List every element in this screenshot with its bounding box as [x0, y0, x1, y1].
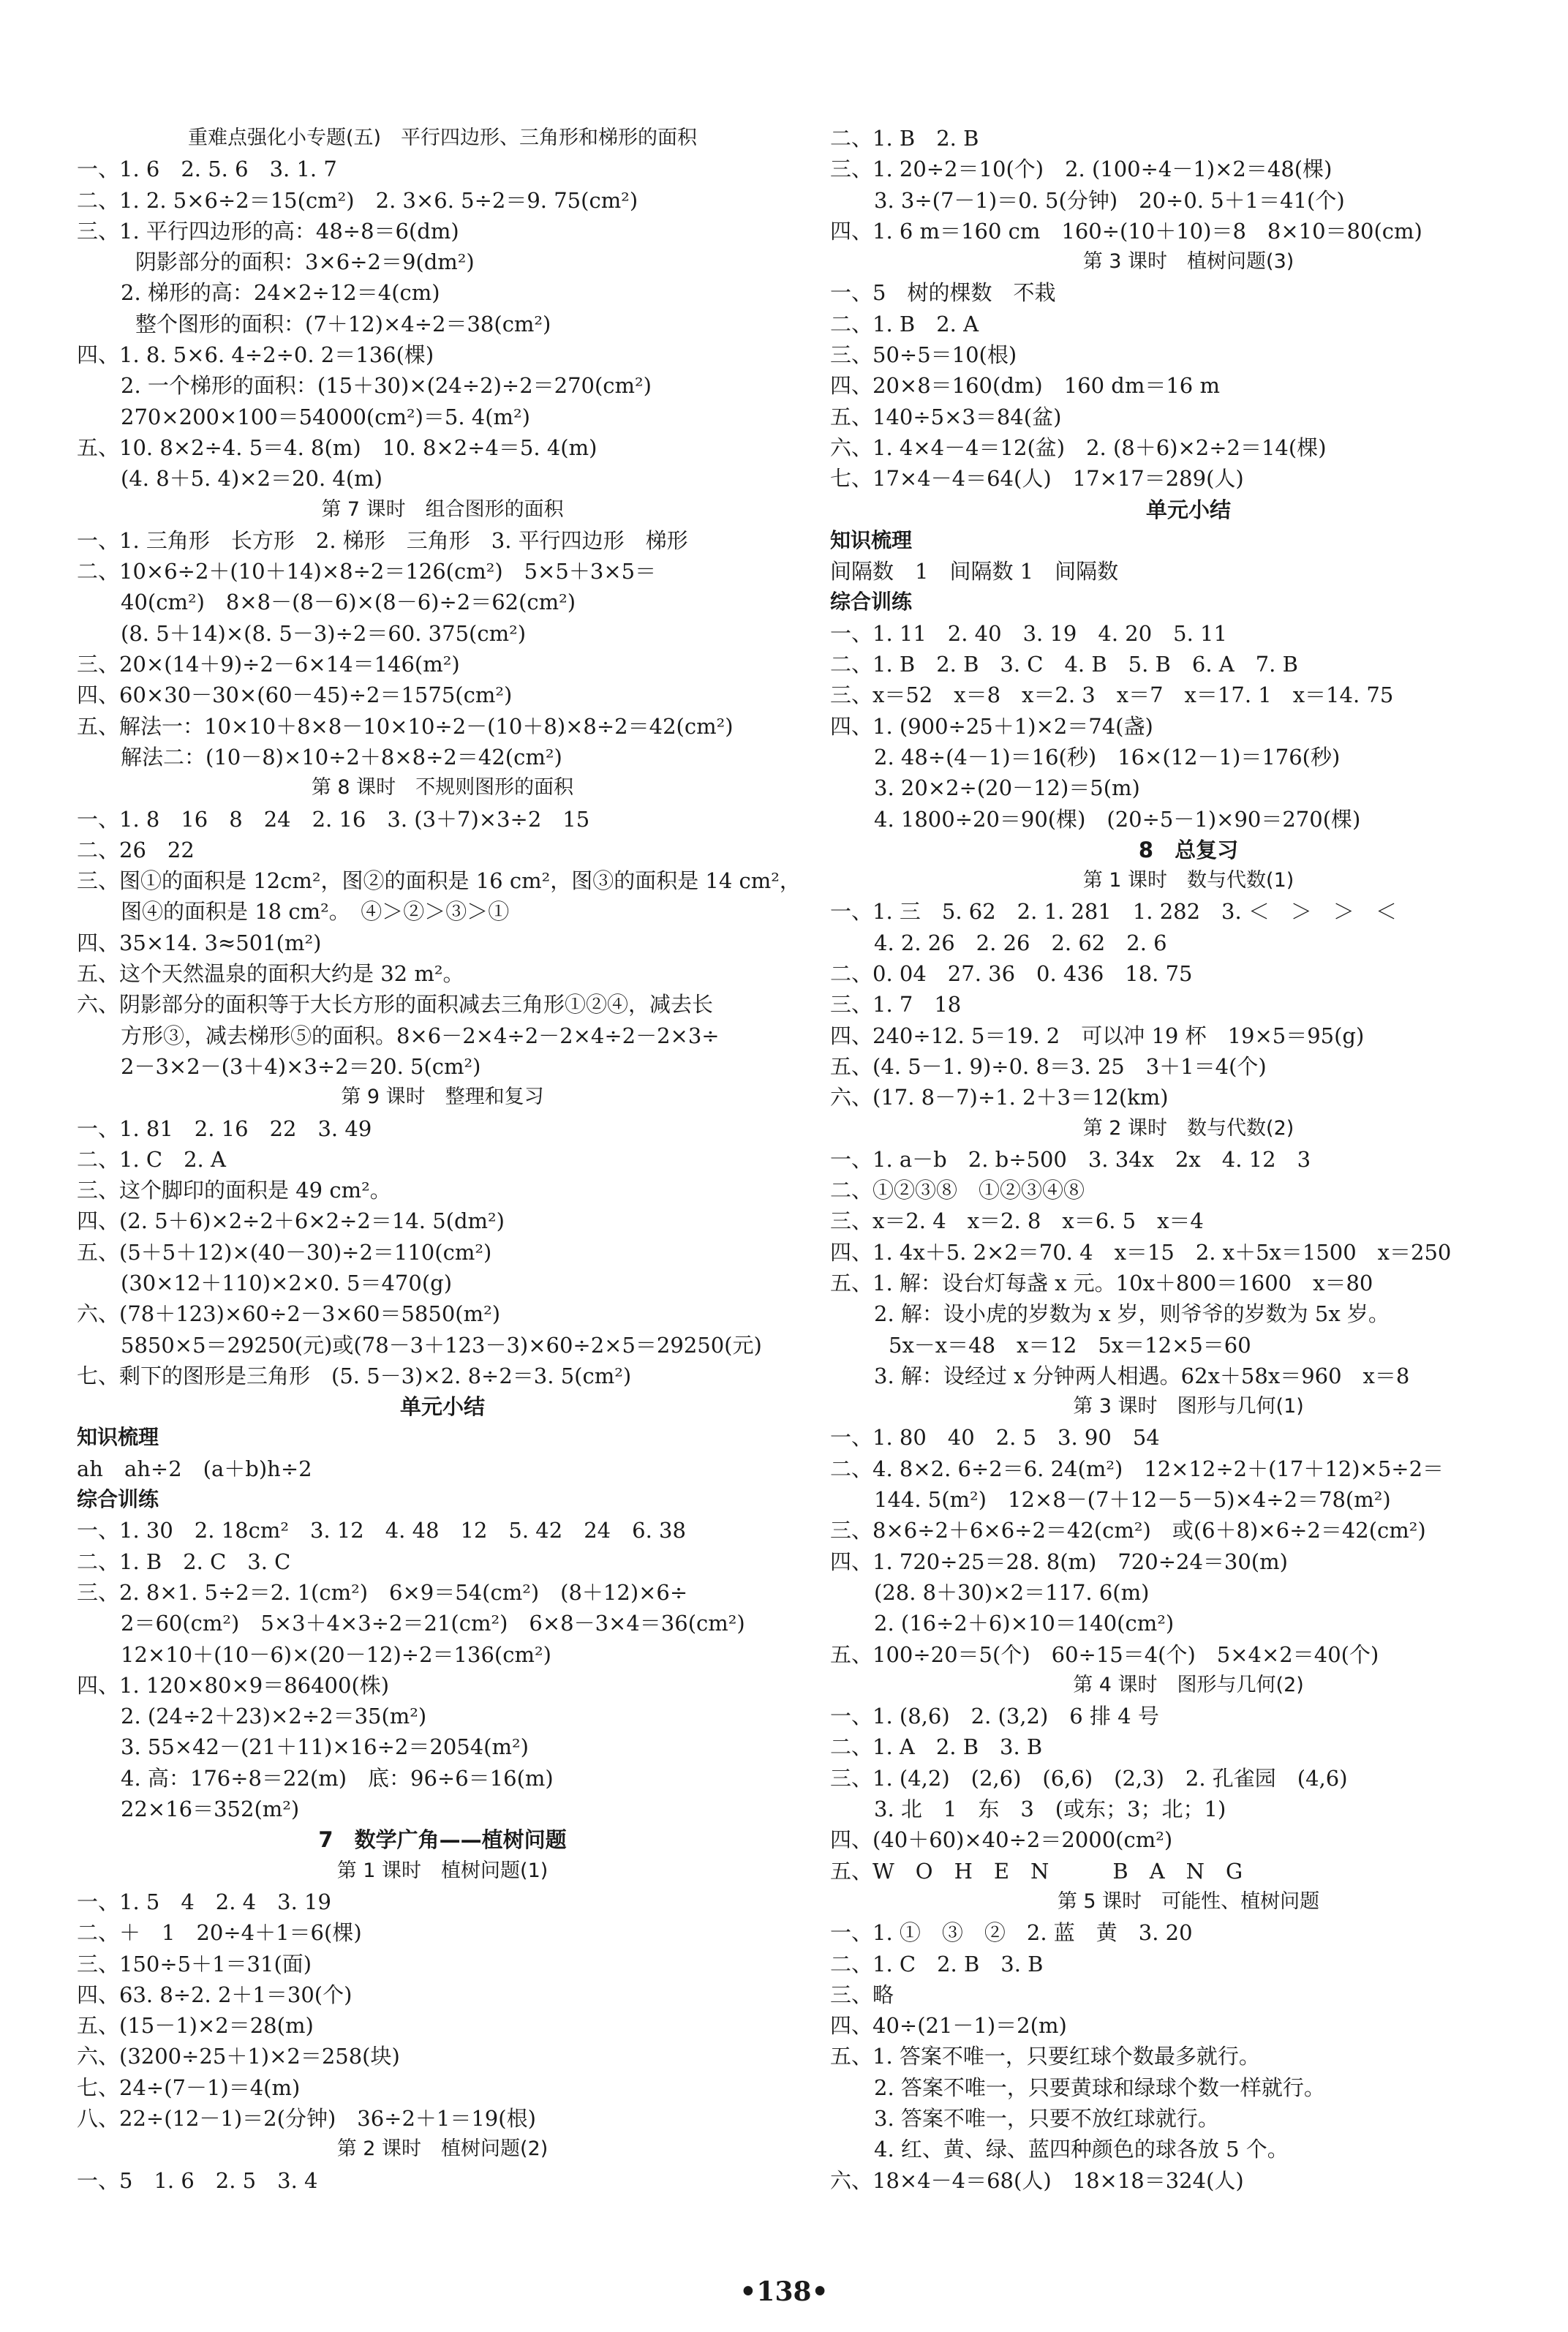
answer-line: 五、(15－1)×2＝28(m) — [77, 2013, 314, 2039]
answer-line: 2. 48÷(4－1)＝16(秒) 16×(12－1)＝176(秒) — [874, 744, 1341, 770]
answer-line: 阴影部分的面积：3×6÷2＝9(dm²) — [135, 249, 475, 275]
lesson-heading: 第 1 课时 数与代数(1) — [1082, 869, 1294, 892]
answer-line: 一、1. 三 5. 62 2. 1. 281 1. 282 3. ＜ ＞ ＞ ＜ — [830, 899, 1397, 925]
answer-line: 四、240÷12. 5＝19. 2 可以冲 19 杯 19×5＝95(g) — [830, 1023, 1365, 1048]
answer-line: 六、(3200÷25＋1)×2＝258(块) — [77, 2044, 400, 2069]
lesson-heading: 第 1 课时 植树问题(1) — [336, 1859, 549, 1882]
answer-line: 四、40÷(21－1)＝2(m) — [830, 2013, 1067, 2039]
answer-line: 整个图形的面积：(7＋12)×4÷2＝38(cm²) — [135, 311, 551, 336]
page-number: •138• — [739, 2276, 829, 2307]
answer-line: 七、24÷(7－1)＝4(m) — [77, 2075, 301, 2100]
answer-line: 解法二：(10－8)×10÷2＋8×8÷2＝42(cm²) — [121, 744, 562, 770]
unit-heading: 7 数学广角——植树问题 — [318, 1827, 567, 1853]
answer-line: 270×200×100＝54000(cm²)＝5. 4(m²) — [121, 404, 530, 429]
answer-line: 3. 55×42－(21＋11)×16÷2＝2054(m²) — [121, 1734, 529, 1760]
answer-line: 二、26 22 — [77, 837, 195, 862]
answer-line: 40(cm²) 8×8－(8－6)×(8－6)÷2＝62(cm²) — [121, 590, 576, 615]
answer-line: 2. (24÷2＋23)×2÷2＝35(m²) — [121, 1704, 427, 1729]
answer-line: 三、20×(14＋9)÷2－6×14＝146(m²) — [77, 652, 460, 677]
answer-line: 二、4. 8×2. 6÷2＝6. 24(m²) 12×12÷2＋(17＋12)×5÷2＝ — [830, 1456, 1444, 1481]
lesson-heading: 第 7 课时 组合图形的面积 — [321, 497, 564, 521]
answer-line: (8. 5＋14)×(8. 5－3)÷2＝60. 375(cm²) — [121, 620, 527, 646]
lesson-heading: 第 2 课时 植树问题(2) — [336, 2137, 549, 2161]
answer-line: 三、图①的面积是 12cm²，图②的面积是 16 cm²，图③的面积是 14 cm²， — [77, 868, 801, 894]
answer-line: 五、解法一：10×10＋8×8－10×10÷2－(10＋8)×8÷2＝42(cm²) — [77, 713, 734, 739]
answer-line: 四、35×14. 3≈501(m²) — [77, 930, 322, 955]
answer-line: 六、(17. 8－7)÷1. 2＋3＝12(km) — [830, 1085, 1169, 1110]
answer-line: 四、1. 720÷25＝28. 8(m) 720÷24＝30(m) — [830, 1549, 1288, 1574]
answer-line: 一、1. a－b 2. b÷500 3. 34x 2x 4. 12 3 — [830, 1146, 1311, 1172]
lesson-heading: 第 9 课时 整理和复习 — [341, 1086, 544, 1109]
answer-line: 4. 红、黄、绿、蓝四种颜色的球各放 5 个。 — [874, 2137, 1289, 2162]
answer-line: 图④的面积是 18 cm²。 ④＞②＞③＞① — [121, 899, 510, 925]
answer-line: 22×16＝352(m²) — [121, 1797, 300, 1822]
answer-line: 三、x＝52 x＝8 x＝2. 3 x＝7 x＝17. 1 x＝14. 75 — [830, 682, 1394, 708]
answer-line: 4. 高：176÷8＝22(m) 底：96÷6＝16(m) — [121, 1765, 554, 1791]
answer-line: 2－3×2－(3＋4)×3÷2＝20. 5(cm²) — [121, 1053, 481, 1079]
answer-line: (30×12＋110)×2×0. 5＝470(g) — [121, 1270, 453, 1295]
answer-line: 三、150÷5＋1＝31(面) — [77, 1951, 312, 1976]
answer-line: 三、2. 8×1. 5÷2＝2. 1(cm²) 6×9＝54(cm²) (8＋12)×6÷ — [77, 1579, 688, 1605]
answer-line: 一、1. 5 4 2. 4 3. 19 — [77, 1889, 331, 1914]
answer-line: 二、1. B 2. C 3. C — [77, 1549, 291, 1574]
answer-line: 3. 答案不唯一，只要不放红球就行。 — [874, 2106, 1219, 2131]
answer-line: 一、1. 8 16 8 24 2. 16 3. (3＋7)×3÷2 15 — [77, 806, 590, 832]
answer-line: 六、阴影部分的面积等于大长方形的面积减去三角形①②④，减去长 — [77, 992, 714, 1018]
answer-line: 一、1. 11 2. 40 3. 19 4. 20 5. 11 — [830, 620, 1227, 646]
answer-line: 八、22÷(12－1)＝2(分钟) 36÷2＋1＝19(根) — [77, 2106, 536, 2131]
unit-heading: 单元小结 — [399, 1394, 485, 1420]
answer-line: 二、1. A 2. B 3. B — [830, 1734, 1043, 1760]
answer-line: 2. 一个梯形的面积：(15＋30)×(24÷2)÷2＝270(cm²) — [121, 373, 652, 399]
section-label: 知识梳理 — [77, 1425, 159, 1450]
answer-line: 2. (16÷2＋6)×10＝140(cm²) — [874, 1611, 1175, 1636]
answer-line: 二、1. B 2. A — [830, 311, 979, 336]
lesson-heading: 第 3 课时 植树问题(3) — [1082, 250, 1294, 274]
answer-line: 一、1. ① ③ ② 2. 蓝 黄 3. 20 — [830, 1920, 1193, 1946]
answer-line: 四、(40＋60)×40÷2＝2000(cm²) — [830, 1827, 1173, 1853]
answer-line: 五、10. 8×2÷4. 5＝4. 8(m) 10. 8×2÷4＝5. 4(m) — [77, 435, 598, 460]
answer-line: 三、这个脚印的面积是 49 cm²。 — [77, 1178, 391, 1203]
answer-line: 四、1. (900÷25＋1)×2＝74(盏) — [830, 713, 1153, 739]
answer-line: 三、8×6÷2＋6×6÷2＝42(cm²) 或(6＋8)×6÷2＝42(cm²) — [830, 1518, 1426, 1543]
section-label: 知识梳理 — [830, 527, 913, 552]
answer-line: 一、1. 80 40 2. 5 3. 90 54 — [830, 1425, 1160, 1451]
answer-line: 3. 20×2÷(20－12)＝5(m) — [874, 775, 1140, 801]
answer-line: 二、1. B 2. B — [830, 126, 979, 151]
answer-line: 三、1. 平行四边形的高：48÷8＝6(dm) — [77, 218, 459, 244]
answer-line: 四、1. 120×80×9＝86400(株) — [77, 1672, 390, 1698]
answer-line: 一、5 1. 6 2. 5 3. 4 — [77, 2167, 318, 2193]
answer-line: (4. 8＋5. 4)×2＝20. 4(m) — [121, 466, 382, 492]
answer-line: 三、x＝2. 4 x＝2. 8 x＝6. 5 x＝4 — [830, 1208, 1204, 1234]
answer-line: 五、W O H E N B A N G — [830, 1858, 1243, 1884]
answer-line: 四、1. 4x＋5. 2×2＝70. 4 x＝15 2. x＋5x＝1500 x＝250 — [830, 1239, 1452, 1265]
answer-line: 三、1. 20÷2＝10(个) 2. (100÷4－1)×2＝48(棵) — [830, 157, 1333, 182]
answer-line: 12×10＋(10－6)×(20－12)÷2＝136(cm²) — [121, 1641, 551, 1667]
answer-line: 五、这个天然温泉的面积大约是 32 m²。 — [77, 961, 464, 987]
lesson-heading: 第 8 课时 不规则图形的面积 — [311, 776, 574, 800]
answer-line: 3. 解：设经过 x 分钟两人相遇。62x＋58x＝960 x＝8 — [874, 1363, 1410, 1388]
answer-line: 一、1. (8,6) 2. (3,2) 6 排 4 号 — [830, 1704, 1159, 1729]
answer-line: 五、(5＋5＋12)×(40－30)÷2＝110(cm²) — [77, 1239, 492, 1265]
section-label: 综合训练 — [830, 590, 913, 614]
lesson-heading: 第 4 课时 图形与几何(2) — [1073, 1673, 1304, 1696]
answer-line: 间隔数 1 间隔数 1 间隔数 — [830, 559, 1119, 584]
answer-line: 一、1. 三角形 长方形 2. 梯形 三角形 3. 平行四边形 梯形 — [77, 527, 688, 553]
answer-line: 二、＋ 1 20÷4＋1＝6(棵) — [77, 1920, 362, 1946]
answer-line: 3. 3÷(7－1)＝0. 5(分钟) 20÷0. 5＋1＝41(个) — [874, 187, 1345, 213]
unit-heading: 8 总复习 — [1138, 837, 1239, 862]
answer-line: 六、1. 4×4－4＝12(盆) 2. (8＋6)×2÷2＝14(棵) — [830, 435, 1327, 460]
answer-line: 四、1. 8. 5×6. 4÷2÷0. 2＝136(棵) — [77, 342, 434, 368]
answer-line: 三、略 — [830, 1982, 894, 2007]
right-column — [830, 123, 1547, 2196]
answer-line: 三、50÷5＝10(根) — [830, 342, 1017, 368]
answer-line: 二、0. 04 27. 36 0. 436 18. 75 — [830, 961, 1193, 987]
answer-line: 六、18×4－4＝68(人) 18×18＝324(人) — [830, 2167, 1244, 2193]
answer-line: 二、1. C 2. B 3. B — [830, 1951, 1044, 1976]
unit-heading: 单元小结 — [1145, 497, 1231, 522]
answer-line: 4. 1800÷20＝90(棵) (20÷5－1)×90＝270(棵) — [874, 806, 1361, 832]
answer-line: 一、1. 6 2. 5. 6 3. 1. 7 — [77, 157, 337, 182]
answer-line: 144. 5(m²) 12×8－(7＋12－5－5)×4÷2＝78(m²) — [874, 1487, 1391, 1513]
answer-line: 二、①②③⑧ ①②③④⑧ — [830, 1178, 1085, 1203]
answer-line: (28. 8＋30)×2＝117. 6(m) — [874, 1579, 1150, 1605]
left-column — [77, 123, 808, 2196]
lesson-heading: 重难点强化小专题(五) 平行四边形、三角形和梯形的面积 — [187, 127, 698, 149]
answer-line: 六、(78＋123)×60÷2－3×60＝5850(m²) — [77, 1301, 501, 1327]
answer-line: ah ah÷2 (a＋b)h÷2 — [77, 1456, 312, 1481]
answer-line: 二、1. 2. 5×6÷2＝15(cm²) 2. 3×6. 5÷2＝9. 75(cm²) — [77, 187, 638, 213]
answer-line: 四、1. 6 m＝160 cm 160÷(10＋10)＝8 8×10＝80(cm) — [830, 218, 1422, 244]
answer-line: 2. 解：设小虎的岁数为 x 岁，则爷爷的岁数为 5x 岁。 — [874, 1301, 1390, 1327]
answer-line: 五、100÷20＝5(个) 60÷15＝4(个) 5×4×2＝40(个) — [830, 1641, 1379, 1667]
answer-line: 三、1. 7 18 — [830, 992, 962, 1018]
answer-line: 方形③，减去梯形⑤的面积。8×6－2×4÷2－2×4÷2－2×3÷ — [121, 1023, 720, 1048]
answer-line: 七、剩下的图形是三角形 (5. 5－3)×2. 8÷2＝3. 5(cm²) — [77, 1363, 632, 1388]
section-label: 综合训练 — [77, 1487, 159, 1512]
answer-line: 四、20×8＝160(dm) 160 dm＝16 m — [830, 373, 1220, 399]
answer-line: 五、1. 答案不唯一，只要红球个数最多就行。 — [830, 2044, 1260, 2069]
lesson-heading: 第 3 课时 图形与几何(1) — [1073, 1395, 1304, 1418]
answer-line: 2＝60(cm²) 5×3＋4×3÷2＝21(cm²) 6×8－3×4＝36(cm²) — [121, 1611, 745, 1636]
answer-line: 七、17×4－4＝64(人) 17×17＝289(人) — [830, 466, 1244, 492]
answer-line: 五、(4. 5－1. 9)÷0. 8＝3. 25 3＋1＝4(个) — [830, 1053, 1267, 1079]
answer-line: 一、1. 81 2. 16 22 3. 49 — [77, 1116, 372, 1141]
answer-line: 5850×5＝29250(元)或(78－3＋123－3)×60÷2×5＝29250(元) — [121, 1332, 762, 1358]
answer-line: 一、5 树的棵数 不栽 — [830, 280, 1056, 306]
answer-line: 4. 2. 26 2. 26 2. 62 2. 6 — [874, 930, 1167, 955]
answer-line: 五、140÷5×3＝84(盆) — [830, 404, 1062, 429]
answer-line: 2. 梯形的高：24×2÷12＝4(cm) — [121, 280, 440, 306]
answer-line: 四、63. 8÷2. 2＋1＝30(个) — [77, 1982, 353, 2007]
answer-line: 五、1. 解：设台灯每盏 x 元。10x＋800＝1600 x＝80 — [830, 1270, 1373, 1295]
answer-line: 四、(2. 5＋6)×2÷2＋6×2÷2＝14. 5(dm²) — [77, 1208, 505, 1234]
answer-line: 四、60×30－30×(60－45)÷2＝1575(cm²) — [77, 682, 513, 708]
answer-line: 三、1. (4,2) (2,6) (6,6) (2,3) 2. 孔雀园 (4,6) — [830, 1765, 1348, 1791]
lesson-heading: 第 2 课时 数与代数(2) — [1082, 1116, 1294, 1140]
answer-line: 二、1. C 2. A — [77, 1146, 226, 1172]
lesson-heading: 第 5 课时 可能性、植树问题 — [1057, 1889, 1320, 1913]
answer-line: 5x－x＝48 x＝12 5x＝12×5＝60 — [889, 1332, 1251, 1358]
answer-line: 二、10×6÷2＋(10＋14)×8÷2＝126(cm²) 5×5＋3×5＝ — [77, 559, 657, 584]
answer-line: 3. 北 1 东 3 (或东；3；北；1) — [874, 1797, 1226, 1822]
answer-line: 一、1. 30 2. 18cm² 3. 12 4. 48 12 5. 42 24 6. 38 — [77, 1518, 686, 1543]
answer-line: 二、1. B 2. B 3. C 4. B 5. B 6. A 7. B — [830, 652, 1298, 677]
answer-line: 2. 答案不唯一，只要黄球和绿球个数一样就行。 — [874, 2075, 1325, 2100]
